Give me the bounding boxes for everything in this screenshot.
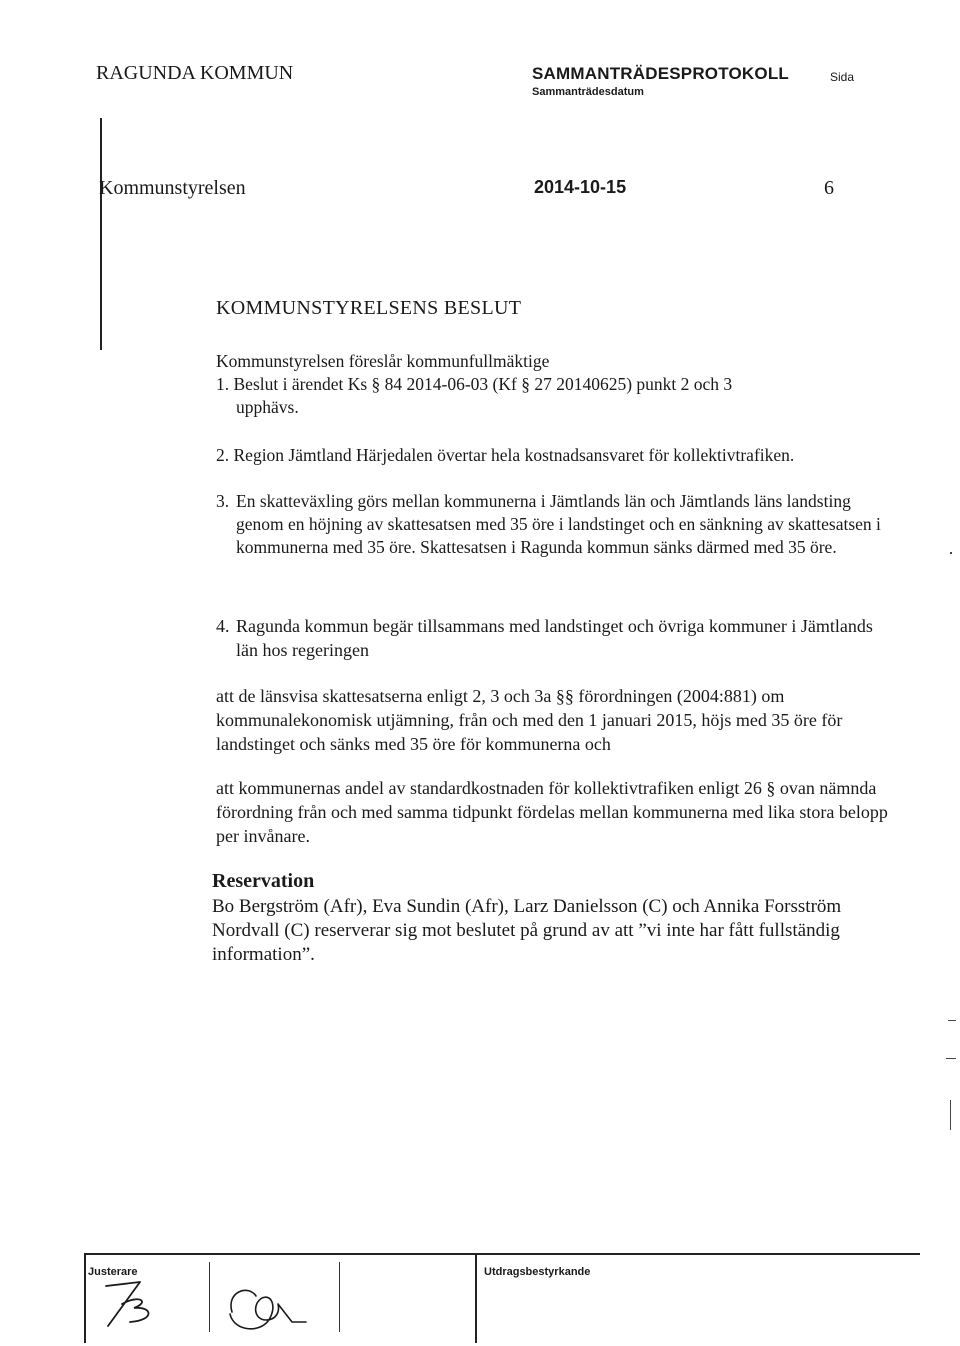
footer-rule bbox=[84, 1253, 920, 1255]
footer-divider bbox=[339, 1262, 340, 1332]
decision-item-2: 2. Region Jämtland Härjedalen övertar hela kostnadsansvaret för kollektivtrafiken. bbox=[216, 445, 795, 465]
att-clause-1: att de länsvisa skattesatserna enligt 2, 3 och 3a §§ förordningen (2004:881) om kommunalekonomisk utjämning, från och med den 1 januari 2015, höjs med 35 öre för landstinget och sänks med 35 öre för kommunerna och bbox=[216, 686, 843, 754]
decision-item-1-cont: upphävs. bbox=[236, 397, 299, 417]
page-number: 6 bbox=[824, 177, 834, 199]
scan-speck bbox=[950, 1100, 951, 1130]
scan-speck bbox=[950, 552, 952, 554]
reviewers-label: Justerare bbox=[88, 1266, 138, 1278]
att-clause-2: att kommunernas andel av standardkostnaden för kollektivtrafiken enligt 26 § ovan nämnda förordning från och med samma tidpunkt fördelas mellan kommunerna med lika stora belopp per invånare. bbox=[216, 778, 888, 846]
reservation-heading: Reservation bbox=[212, 870, 315, 892]
document-type: SAMMANTRÄDESPROTOKOLL bbox=[532, 64, 789, 83]
footer-divider bbox=[475, 1253, 477, 1343]
scan-speck bbox=[946, 1058, 956, 1059]
decision-heading: KOMMUNSTYRELSENS BESLUT bbox=[216, 297, 522, 319]
item-number: 4. bbox=[216, 616, 230, 636]
item-text: Ragunda kommun begär tillsammans med landstinget och övriga kommuner i Jämtlands län hos regeringen bbox=[236, 616, 873, 660]
signature-initials-2 bbox=[222, 1282, 312, 1337]
item-number: 3. bbox=[216, 491, 230, 511]
decision-item-4 bbox=[216, 614, 896, 662]
decision-item-3 bbox=[216, 490, 896, 559]
footer-divider bbox=[209, 1262, 210, 1332]
extract-certification-label: Utdragsbestyrkande bbox=[484, 1266, 591, 1278]
signature-initials-1 bbox=[100, 1276, 170, 1331]
margin-rule bbox=[100, 118, 102, 350]
organization-name: RAGUNDA KOMMUN bbox=[96, 62, 294, 84]
item-text: En skatteväxling görs mellan kommunerna i Jämtlands län och Jämtlands läns landsting genom en höjning av skattesatsen med 35 öre i landstinget och en sänkning av skattesatsen i kommunerna med 35 öre. Skattesatsen i Ragunda kommun sänks därmed med 35 öre. bbox=[236, 491, 881, 557]
footer-divider bbox=[84, 1253, 86, 1343]
body-name: Kommunstyrelsen bbox=[99, 177, 246, 199]
reservation-text: Bo Bergström (Afr), Eva Sundin (Afr), Larz Danielsson (C) och Annika Forsström Nordvall (C) reserverar sig mot beslutet på grund av att ”vi inte har fått fullständig information”. bbox=[212, 896, 842, 965]
decision-intro: Kommunstyrelsen föreslår kommunfullmäktige bbox=[216, 351, 550, 371]
scan-speck bbox=[948, 1020, 956, 1021]
meeting-date: 2014-10-15 bbox=[534, 177, 627, 197]
page-label: Sida bbox=[830, 70, 855, 84]
date-label: Sammanträdesdatum bbox=[532, 86, 644, 98]
decision-item-1: 1. Beslut i ärendet Ks § 84 2014-06-03 (Kf § 27 20140625) punkt 2 och 3 bbox=[216, 374, 733, 394]
